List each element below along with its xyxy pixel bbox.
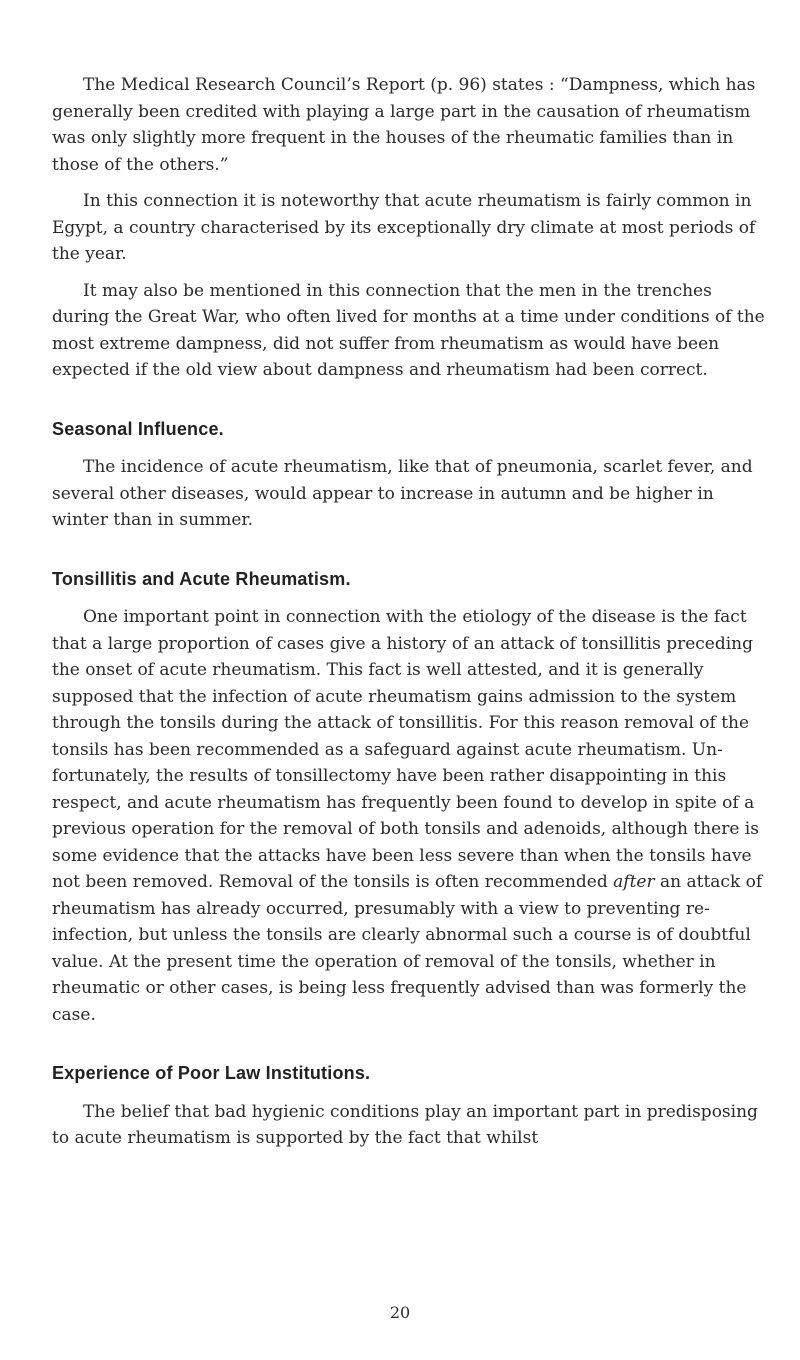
heading-tonsillitis: Tonsillitis and Acute Rheumatism. bbox=[52, 568, 351, 589]
paragraph-seasonal: The incidence of acute rheumatism, like that of pneumonia, scarlet fever, and several other diseases, would appear to increase in autumn and be higher in winter than in summer. bbox=[52, 457, 753, 530]
paragraph-egypt: In this connection it is noteworthy that acute rheumatism is fairly common in Egypt, a country characterised by its exceptionally dry climate at most periods of the year. bbox=[52, 191, 756, 264]
paragraph-poor-law: The belief that bad hygienic conditions play an important part in predisposing to acute rheumatism is supported by the fact that whilst bbox=[52, 1101, 758, 1148]
paragraph-trenches: It may also be mentioned in this connection that the men in the trenches during the Great War, who often lived for months at a time under conditions of the most extreme dampness, did not suffer from rheumatism as would have been expected if the old view about dampness and rheumatism had been correct. bbox=[52, 280, 765, 380]
heading-seasonal-influence: Seasonal Influence. bbox=[52, 418, 224, 439]
italic-after: after bbox=[613, 872, 655, 892]
tonsillitis-text-after: an attack of rheumatism has already occurred, presumably with a view to preventing re-infection, but unless the tonsils are clearly abnormal such a course is of doubtful value. At the present time the operation of removal of the tonsils, whether in rheumatic or other cases, is being less frequently advised than was formerly the case. bbox=[52, 872, 763, 1025]
paragraph-tonsillitis bbox=[52, 604, 768, 1028]
heading-poor-law: Experience of Poor Law Institutions. bbox=[52, 1063, 371, 1083]
page-number: 20 bbox=[389, 1303, 411, 1322]
paragraph-mrc-report: The Medical Research Council’s Report (p. 96) states : “Dampness, which has generally been credited with playing a large part in the causation of rheumatism was only slightly more frequent in the houses of the rheumatic families than in those of the others.” bbox=[52, 75, 756, 175]
tonsillitis-text-before: One important point in connection with the etiology of the disease is the fact that a large proportion of cases give a history of an attack of tonsillitis preceding the onset of acute rheumatism. This fact is well attested, and it is generally supposed that the infection of acute rheumatism gains admission to the system through the tonsils during the attack of tonsillitis. For this reason removal of the tonsils has been recommended as a safeguard against acute rheumatism. Unfortunately, the results of tonsillectomy have been rather disappointing in this respect, and acute rheumatism has frequently been found to develop in spite of a previous operation for the removal of both tonsils and adenoids, although there is some evidence that the attacks have been less severe than when the tonsils have not been removed. Removal of the tonsils is often recommended bbox=[52, 607, 759, 892]
document-page bbox=[52, 72, 768, 1162]
